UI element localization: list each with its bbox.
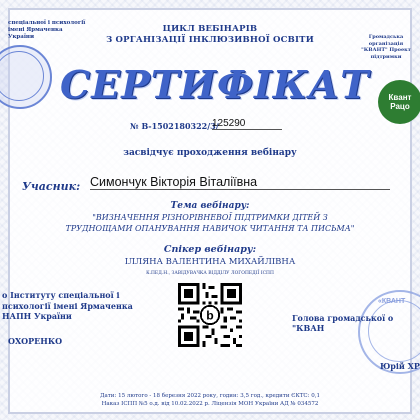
kvant-logo: Квант Рацо: [378, 80, 420, 124]
series-header: [90, 24, 330, 46]
svg-text:b: b: [206, 308, 214, 323]
participant-name: Симончук Вікторія Віталіївна: [90, 175, 390, 190]
topic-label: Тема вебінару:: [170, 201, 250, 211]
footer-dates: Дати: 15 лютого - 18 березня 2022 року, годин: 3,5 год., кредити ЄКТС: 0,1: [100, 393, 320, 399]
left-side-org-text: спеціальної і психології імені Ярмаченка України: [8, 20, 86, 40]
footer-order: Наказ ІСПП №5 о.д. від 10.02.2022 р. Ліцензія МОН України АД № 034572: [101, 401, 319, 407]
topic-text: "ВИЗНАЧЕННЯ РІЗНОРІВНЕВОЇ ПІДТРИМКИ ДІТЕЙ З ТРУДНОЩАМИ ОПАНУВАННЯ НАВИЧОК ЧИТАННЯ ТА ПИСЬМА": [65, 213, 355, 233]
certificate-title: СЕРТИФІКАТ: [60, 62, 370, 107]
right-signer-name: Юрій ХР: [380, 361, 420, 371]
series-header-line1: ЦИКЛ ВЕБІНАРІВ: [162, 24, 258, 34]
series-header-line2: З ОРГАНІЗАЦІЇ ІНКЛЮЗИВНОЇ ОСВІТИ: [106, 35, 314, 45]
right-side-org-text: Громадська організація "КВАНТ" Проект підтримки: [361, 34, 411, 60]
certificate-number-value: 125290: [212, 118, 282, 130]
right-org-text: Голова громадської о "КВАН: [292, 313, 394, 333]
participant-label: Учасник:: [22, 180, 81, 193]
stamp-text: «КВАНТ: [378, 298, 406, 305]
confirmation-text: засвідчує проходження вебінару: [123, 148, 297, 158]
certificate-footer: [60, 392, 360, 408]
certificate-number-label: № В-1502180322/3/: [130, 121, 219, 131]
speaker-name: ІЛЛЯНА ВАЛЕНТИНА МИХАЙЛІВНА: [124, 257, 296, 267]
qr-code-icon: [178, 283, 242, 347]
left-signer-name: ОХОРЕНКО: [8, 336, 63, 346]
left-org-text: о Інституту спеціальної і психології імені Ярмаченка НАПН України: [2, 290, 133, 321]
speaker-role: К.ПЕД.Н., ЗАВІДУВАЧКА ВІДДІЛУ ЛОГОПЕДІЇ ІСПП: [146, 271, 274, 276]
speaker-label: Спікер вебінару:: [163, 244, 257, 255]
